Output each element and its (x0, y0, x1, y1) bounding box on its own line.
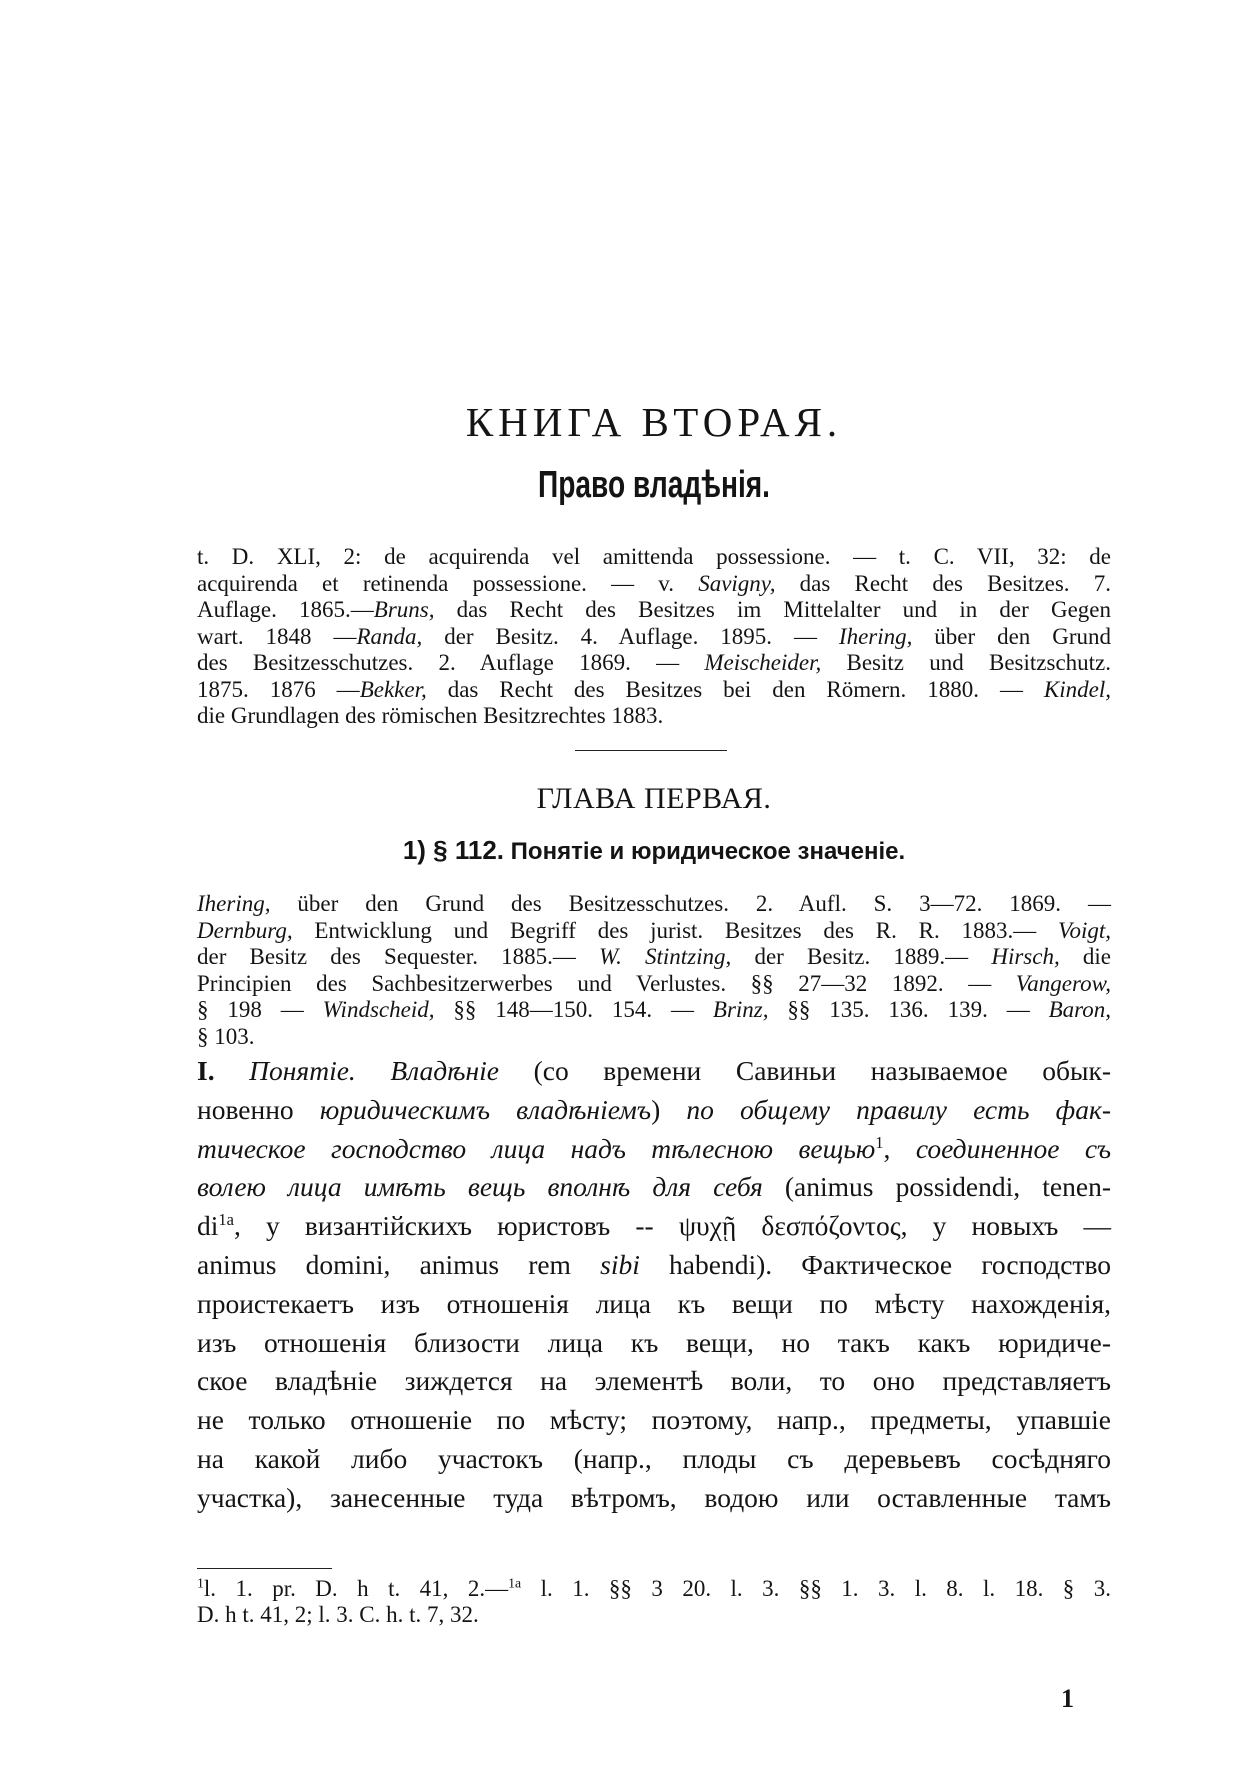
emphasized-term: тическое господство лица надъ тѣлесною вещью (197, 1132, 876, 1164)
sources-line (197, 597, 1111, 624)
text-run: über den Grund (912, 623, 1111, 649)
body-line (197, 1324, 1111, 1363)
book-title: КНИГА ВТОРАЯ. (465, 399, 843, 445)
body-paragraph (197, 1052, 1111, 1518)
text-run: проистекаетъ изъ отношенія лица къ вещи по мѣсту нахожденія, (197, 1287, 1111, 1319)
text-run: §§ 135. 136. 139. — (768, 997, 1049, 1022)
text-run: l. 1. pr. D. h t. 41, 2.— (203, 1576, 509, 1601)
author-name: Voigt, (1057, 917, 1111, 943)
body-line (197, 1130, 1111, 1169)
body-line (197, 1246, 1111, 1285)
text-run: die (1059, 944, 1111, 969)
sources-line (197, 997, 1111, 1024)
text-run: § 103. (197, 1023, 255, 1049)
sources-line (197, 544, 1111, 571)
body-line (197, 1401, 1111, 1440)
sources-line (197, 1024, 1111, 1051)
text-run: des Besitzesschutzes. 2. Auflage 1869. — (197, 650, 705, 675)
footnote-line (197, 1576, 1111, 1602)
footnote-marker: 1 (875, 1132, 884, 1152)
paragraph-numeral: I. (197, 1055, 250, 1086)
text-run: wart. 1848 — (197, 623, 357, 649)
footnote-block (197, 1576, 1111, 1628)
sources-line (197, 918, 1111, 945)
text-run: das Recht des Besitzes im Mittelalter und in der Gegen (434, 597, 1111, 622)
text-run: ) (651, 1093, 687, 1125)
author-name: Dernburg, (197, 917, 293, 943)
text-run: über den Grund des Besitzesschutzes. 2. Aufl. S. 3—72. 1869. — (270, 891, 1111, 916)
text-run: habendi). Фактическое господство (639, 1248, 1111, 1280)
text-run: der Besitz. 1889.— (731, 944, 992, 969)
separator-rule (575, 750, 727, 751)
author-name: W. Stintzing, (599, 944, 732, 969)
sources-line (197, 677, 1111, 704)
text-run: das Recht des Besitzes. 7. (775, 570, 1111, 596)
emphasized-term: sibi (600, 1248, 640, 1280)
text-run: (со времени Савиньи называемое обык- (499, 1055, 1112, 1086)
text-run: не только отношеніе по мѣсту; поэтому, напр., предметы, упавшіе (197, 1404, 1111, 1436)
text-run: der Besitz. 4. Auflage. 1895. — (422, 623, 839, 649)
author-name: Baron, (1048, 997, 1112, 1022)
text-run: , у византійскихъ юристовъ -- ψυχῇ δεσπόζοντος, у новыхъ — (233, 1210, 1111, 1242)
author-name: Ihering, (838, 623, 913, 649)
text-run: D. h t. 41, 2; l. 3. C. h. t. 7, 32. (197, 1602, 479, 1627)
section-literature-block (197, 891, 1111, 1050)
author-name: Meischeider, (704, 650, 822, 675)
text-run: §§ 148—150. 154. — (434, 997, 713, 1022)
emphasized-term: по общему правилу есть фак- (686, 1093, 1111, 1125)
text-run: t. D. XLI, 2: de acquirenda vel amittenda possessione. — t. C. VII, 32: de (197, 544, 1111, 569)
text-run: di (197, 1210, 219, 1242)
text-run: Auflage. 1865.— (197, 597, 374, 622)
page-number: 1 (1061, 1684, 1074, 1713)
body-line (197, 1168, 1111, 1207)
section-number: 1) § 112. (402, 835, 505, 865)
body-line (197, 1440, 1111, 1479)
author-name: Ihering, (197, 891, 271, 916)
emphasized-term: Понятіе. Владѣніе (249, 1055, 499, 1086)
sources-literature-block (197, 544, 1111, 730)
text-run: ское владѣніе зиждется на элементѣ воли, то оно представляетъ (197, 1365, 1111, 1397)
body-line (197, 1362, 1111, 1401)
body-line (197, 1091, 1111, 1130)
text-run: Entwicklung und Begriff des jurist. Besitzes des R. R. 1883.— (292, 917, 1058, 943)
footnote-marker: 1 (197, 1575, 204, 1591)
sources-line (197, 703, 1111, 730)
section-heading-text: Понятіе и юридическое значеніе. (504, 838, 906, 865)
author-name: Randa, (356, 623, 423, 649)
body-line (197, 1479, 1111, 1518)
emphasized-term: соединенное съ (915, 1132, 1111, 1164)
footnote-marker: 1a (508, 1575, 522, 1591)
footnote-line (197, 1602, 1111, 1628)
sources-line (197, 944, 1111, 971)
book-subtitle: Право владѣнія. (538, 464, 770, 506)
sources-line (197, 650, 1111, 677)
author-name: Windscheid, (322, 997, 435, 1022)
text-run: на какой либо участокъ (напр., плоды съ деревьевъ сосѣдняго (197, 1442, 1111, 1474)
body-line (197, 1285, 1111, 1324)
emphasized-term: волею лица имѣть вещь вполнѣ для себя (197, 1171, 763, 1203)
sources-line (197, 971, 1111, 998)
sources-line (197, 571, 1111, 598)
text-run: участка), занесенные туда вѣтромъ, водою или оставленные тамъ (197, 1481, 1111, 1513)
author-name: Kindel, (1043, 676, 1111, 702)
chapter-title: ГЛАВА ПЕРВАЯ. (536, 782, 772, 815)
text-run: das Recht des Besitzes bei den Römern. 1880. — (426, 676, 1044, 702)
text-run: Principien des Sachbesitzerwerbes und Verlustes. §§ 27—32 1892. — (197, 970, 1016, 996)
sources-line (197, 624, 1111, 651)
author-name: Bruns, (373, 597, 435, 622)
body-line (197, 1052, 1111, 1091)
footnote-separator (197, 1568, 332, 1569)
text-run: l. 1. §§ 3 20. l. 3. §§ 1. 3. l. 8. l. 18. § 3. (521, 1576, 1111, 1601)
text-run: der Besitz des Sequester. 1885.— (197, 944, 600, 969)
author-name: Brinz, (712, 997, 769, 1022)
footnote-marker: 1a (218, 1210, 234, 1230)
author-name: Vangerow, (1015, 970, 1111, 996)
text-run: изъ отношенія близости лица къ вещи, но такъ какъ юридиче- (197, 1326, 1111, 1358)
body-line (197, 1207, 1111, 1246)
text-run: (animus possidendi, tenen- (762, 1171, 1111, 1203)
section-title (197, 835, 1111, 866)
author-name: Savigny, (698, 570, 776, 596)
text-run: § 198 — (197, 997, 323, 1022)
text-run: die Grundlagen des römischen Besitzrechtes 1883. (197, 703, 664, 728)
text-run: Besitz und Besitzschutz. (821, 650, 1111, 675)
text-run: 1875. 1876 — (197, 676, 360, 702)
text-run: , (883, 1132, 916, 1164)
sources-line (197, 891, 1111, 918)
author-name: Hirsch, (991, 944, 1060, 969)
emphasized-term: юридическимъ владѣніемъ (319, 1093, 652, 1125)
text-run: acquirenda et retinenda possessione. — v. (197, 570, 699, 596)
author-name: Bekker, (359, 676, 427, 702)
text-run: новенно (197, 1093, 320, 1125)
text-run: animus domini, animus rem (197, 1248, 601, 1280)
